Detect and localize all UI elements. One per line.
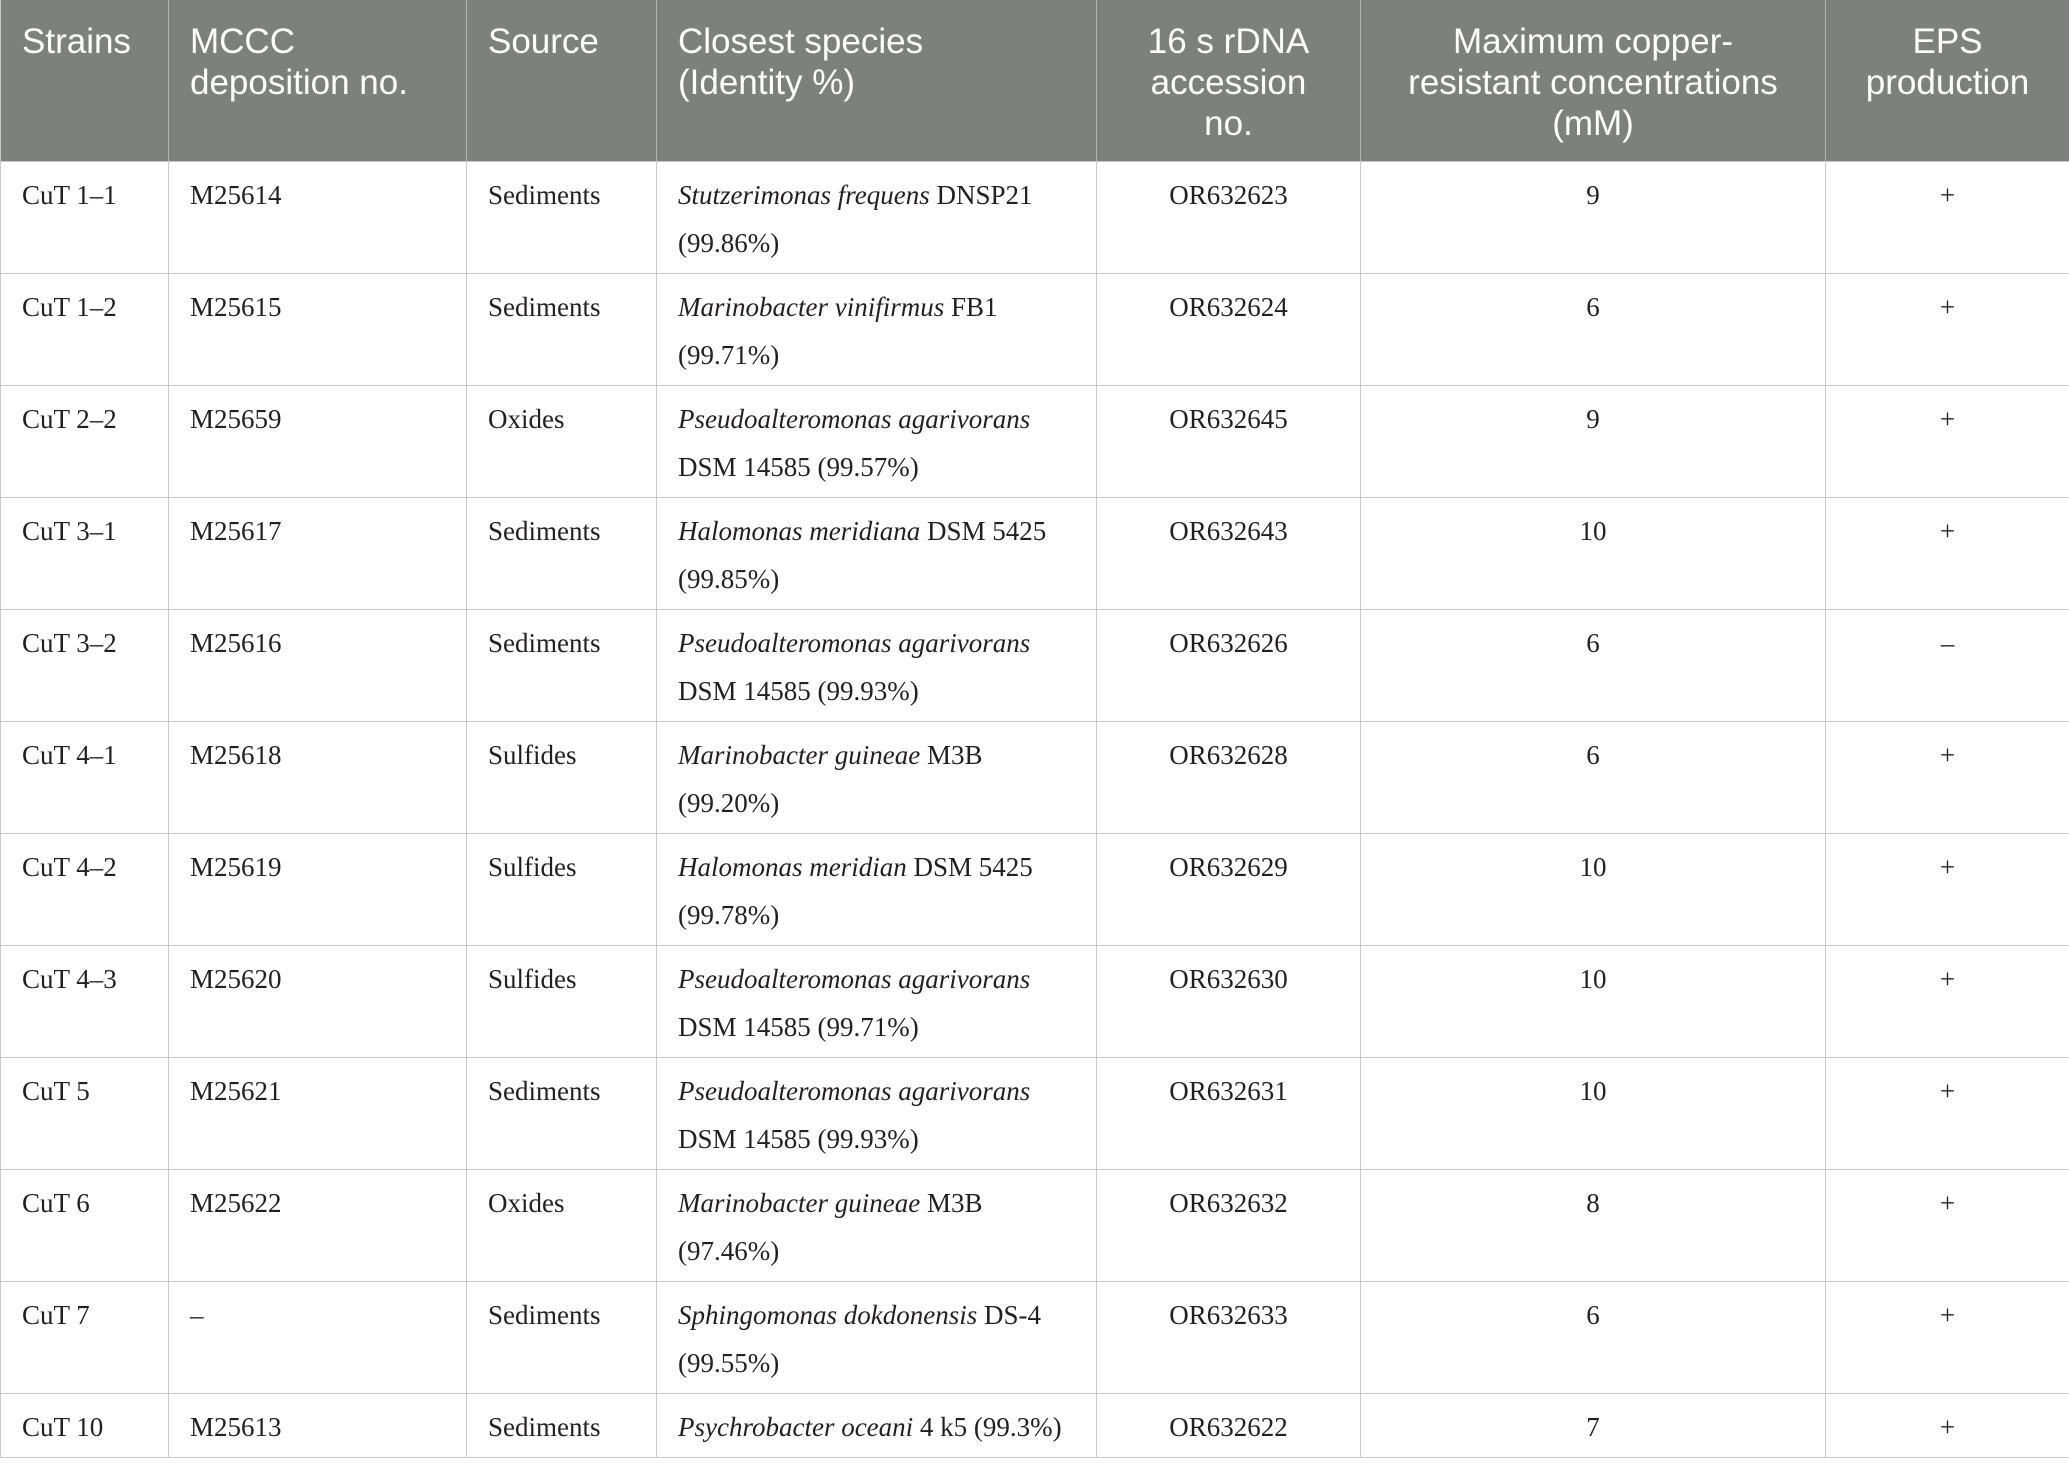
accession-cell: OR632645 xyxy=(1097,385,1361,497)
source-cell: Sediments xyxy=(467,497,657,609)
strain-cell: CuT 6 xyxy=(1,1169,169,1281)
strain-cell: CuT 2–2 xyxy=(1,385,169,497)
species-detail: DSM 14585 (99.57%) xyxy=(678,451,919,482)
eps-cell: + xyxy=(1826,1057,2069,1169)
table-row xyxy=(1,1393,2069,1457)
species-cell xyxy=(657,1057,1097,1169)
species-detail: M3B (97.46%) xyxy=(678,1187,983,1266)
species-name: Marinobacter guineae xyxy=(678,739,921,770)
mccc-cell: M25618 xyxy=(169,721,467,833)
accession-cell: OR632643 xyxy=(1097,497,1361,609)
species-name: Psychrobacter oceani xyxy=(678,1411,914,1442)
eps-cell: + xyxy=(1826,385,2069,497)
source-cell: Sediments xyxy=(467,1393,657,1457)
table-row xyxy=(1,161,2069,273)
max-copper-cell: 10 xyxy=(1361,497,1826,609)
species-detail: DNSP21 (99.86%) xyxy=(678,179,1033,258)
accession-cell: OR632622 xyxy=(1097,1393,1361,1457)
accession-cell: OR632626 xyxy=(1097,609,1361,721)
strain-cell: CuT 1–1 xyxy=(1,161,169,273)
species-detail: DS-4 (99.55%) xyxy=(678,1299,1042,1378)
species-detail: DSM 5425 (99.85%) xyxy=(678,515,1047,594)
eps-cell: + xyxy=(1826,833,2069,945)
mccc-cell: M25616 xyxy=(169,609,467,721)
table-row xyxy=(1,1057,2069,1169)
table-row xyxy=(1,833,2069,945)
species-cell xyxy=(657,609,1097,721)
max-copper-cell: 6 xyxy=(1361,273,1826,385)
max-copper-cell: 10 xyxy=(1361,833,1826,945)
strain-cell: CuT 1–2 xyxy=(1,273,169,385)
max-copper-cell: 6 xyxy=(1361,721,1826,833)
eps-cell: – xyxy=(1826,609,2069,721)
species-detail: 4 k5 (99.3%) xyxy=(919,1411,1062,1442)
table-row xyxy=(1,609,2069,721)
mccc-cell: M25615 xyxy=(169,273,467,385)
species-name: Pseudoalteromonas agarivorans xyxy=(678,403,1031,434)
header-accession: 16 s rDNA accession no. xyxy=(1097,0,1361,161)
species-name: Marinobacter guineae xyxy=(678,1187,921,1218)
eps-cell: + xyxy=(1826,1393,2069,1457)
source-cell: Sediments xyxy=(467,1281,657,1393)
strain-cell: CuT 10 xyxy=(1,1393,169,1457)
mccc-cell: – xyxy=(169,1281,467,1393)
mccc-cell: M25659 xyxy=(169,385,467,497)
mccc-cell: M25620 xyxy=(169,945,467,1057)
table-header-row xyxy=(1,0,2069,161)
max-copper-cell: 9 xyxy=(1361,161,1826,273)
eps-cell: + xyxy=(1826,497,2069,609)
accession-cell: OR632631 xyxy=(1097,1057,1361,1169)
species-cell xyxy=(657,1169,1097,1281)
header-eps: EPS production xyxy=(1826,0,2069,161)
source-cell: Sediments xyxy=(467,161,657,273)
source-cell: Oxides xyxy=(467,385,657,497)
source-cell: Sediments xyxy=(467,609,657,721)
eps-cell: + xyxy=(1826,1281,2069,1393)
header-strains: Strains xyxy=(1,0,169,161)
eps-cell: + xyxy=(1826,945,2069,1057)
table-row xyxy=(1,945,2069,1057)
mccc-cell: M25621 xyxy=(169,1057,467,1169)
eps-cell: + xyxy=(1826,721,2069,833)
accession-cell: OR632632 xyxy=(1097,1169,1361,1281)
species-cell xyxy=(657,833,1097,945)
max-copper-cell: 10 xyxy=(1361,1057,1826,1169)
species-detail: DSM 14585 (99.93%) xyxy=(678,675,919,706)
accession-cell: OR632623 xyxy=(1097,161,1361,273)
species-cell xyxy=(657,1281,1097,1393)
strain-cell: CuT 3–2 xyxy=(1,609,169,721)
mccc-cell: M25619 xyxy=(169,833,467,945)
table-row xyxy=(1,385,2069,497)
table-row xyxy=(1,1169,2069,1281)
species-cell xyxy=(657,1393,1097,1457)
species-cell xyxy=(657,945,1097,1057)
species-name: Halomonas meridian xyxy=(678,851,907,882)
strain-cell: CuT 7 xyxy=(1,1281,169,1393)
species-name: Pseudoalteromonas agarivorans xyxy=(678,1075,1031,1106)
species-detail: DSM 14585 (99.93%) xyxy=(678,1123,919,1154)
species-cell xyxy=(657,273,1097,385)
max-copper-cell: 8 xyxy=(1361,1169,1826,1281)
source-cell: Sulfides xyxy=(467,833,657,945)
header-closest-species: Closest species (Identity %) xyxy=(657,0,1097,161)
mccc-cell: M25614 xyxy=(169,161,467,273)
species-name: Stutzerimonas frequens xyxy=(678,179,930,210)
eps-cell: + xyxy=(1826,273,2069,385)
accession-cell: OR632628 xyxy=(1097,721,1361,833)
eps-cell: + xyxy=(1826,1169,2069,1281)
eps-cell: + xyxy=(1826,161,2069,273)
max-copper-cell: 10 xyxy=(1361,945,1826,1057)
source-cell: Sulfides xyxy=(467,721,657,833)
species-detail: M3B (99.20%) xyxy=(678,739,983,818)
table-row xyxy=(1,721,2069,833)
species-cell xyxy=(657,497,1097,609)
mccc-cell: M25617 xyxy=(169,497,467,609)
source-cell: Sediments xyxy=(467,273,657,385)
strain-cell: CuT 4–3 xyxy=(1,945,169,1057)
accession-cell: OR632633 xyxy=(1097,1281,1361,1393)
strain-cell: CuT 5 xyxy=(1,1057,169,1169)
source-cell: Sulfides xyxy=(467,945,657,1057)
strain-cell: CuT 3–1 xyxy=(1,497,169,609)
header-mccc-deposition: MCCC deposition no. xyxy=(169,0,467,161)
source-cell: Oxides xyxy=(467,1169,657,1281)
max-copper-cell: 6 xyxy=(1361,1281,1826,1393)
strain-cell: CuT 4–2 xyxy=(1,833,169,945)
strain-cell: CuT 4–1 xyxy=(1,721,169,833)
species-detail: FB1 (99.71%) xyxy=(678,291,998,370)
species-cell xyxy=(657,161,1097,273)
accession-cell: OR632629 xyxy=(1097,833,1361,945)
table-row xyxy=(1,273,2069,385)
species-name: Halomonas meridiana xyxy=(678,515,921,546)
species-detail: DSM 14585 (99.71%) xyxy=(678,1011,919,1042)
species-detail: DSM 5425 (99.78%) xyxy=(678,851,1033,930)
mccc-cell: M25622 xyxy=(169,1169,467,1281)
table-row xyxy=(1,497,2069,609)
species-cell xyxy=(657,385,1097,497)
species-name: Pseudoalteromonas agarivorans xyxy=(678,627,1031,658)
species-name: Sphingomonas dokdonensis xyxy=(678,1299,978,1330)
accession-cell: OR632630 xyxy=(1097,945,1361,1057)
mccc-cell: M25613 xyxy=(169,1393,467,1457)
source-cell: Sediments xyxy=(467,1057,657,1169)
header-source: Source xyxy=(467,0,657,161)
max-copper-cell: 6 xyxy=(1361,609,1826,721)
max-copper-cell: 9 xyxy=(1361,385,1826,497)
table-row xyxy=(1,1281,2069,1393)
species-name: Marinobacter vinifirmus xyxy=(678,291,945,322)
species-cell xyxy=(657,721,1097,833)
header-max-copper: Maximum copper-resistant concentrations (mM) xyxy=(1361,0,1826,161)
species-name: Pseudoalteromonas agarivorans xyxy=(678,963,1031,994)
max-copper-cell: 7 xyxy=(1361,1393,1826,1457)
accession-cell: OR632624 xyxy=(1097,273,1361,385)
